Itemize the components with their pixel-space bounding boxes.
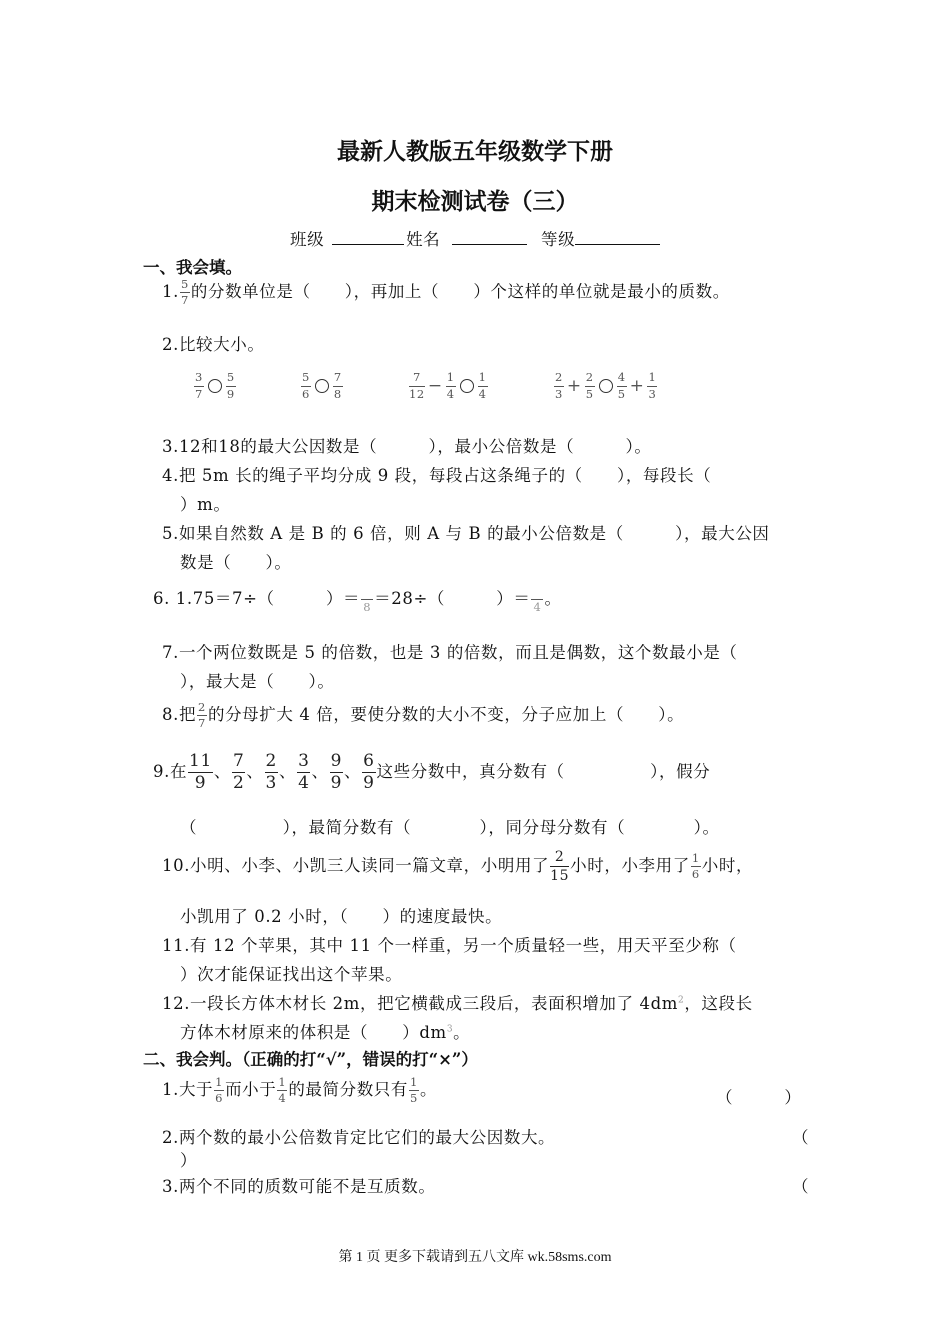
question-9-line2: （ ），最简分数有（ ），同分母分数有（ ）。 [180,818,720,837]
question-9-line1: 9.在 $\frac{11}{9}$ 、 $\frac{7}{2}$ 、 $\frac{2}{3}$ 、 $\frac{3}{4}$ 、 $\frac{9}{9}$ 、 $\frac{6}{9}$ 这些分数中，真分数有（ ），假分 [153,751,711,793]
question-6: 6. 1.75＝7÷（ ）＝ 8 ＝28÷（ ）＝ 4 。 [153,585,562,614]
question-4-line2: ）m。 [180,495,231,514]
fraction-blank[interactable]: 8 [361,586,373,614]
question-5-line1: 5.如果自然数 A 是 B 的 6 倍，则 A 与 B 的最小公倍数是（ ），最大公因 [162,524,770,543]
compare-2: $\frac{5}{6}$ $\frac{7}{8}$ [302,370,342,401]
compare-circle[interactable] [460,379,474,393]
judge-question-2: 2.两个数的最小公倍数肯定比它们的最大公因数大。 [162,1128,556,1147]
answer-paren-2-open[interactable]: （ [792,1128,810,1147]
name-label: 姓名 [406,230,441,249]
compare-circle[interactable] [208,379,222,393]
answer-paren-1[interactable]: （ ） [716,1088,802,1107]
question-12-line2: 方体木材原来的体积是（ ）$dm^3$。 [180,1023,471,1042]
name-blank[interactable] [452,244,527,245]
question-10-line1: 10.小明、小李、小凯三人读同一篇文章，小明用了 $\frac{2}{15}$ 小时，小李用了 $\frac{1}{6}$ 小时， [162,849,754,884]
page-footer: 第 1 页 更多下载请到五八文库 wk.58sms.com [338,1250,612,1265]
info-fields [290,226,660,250]
question-7-line2: ），最大是（ ）。 [180,672,335,691]
page-title: 最新人教版五年级数学下册 [337,138,613,165]
question-4-line1: 4.把 5m 长的绳子平均分成 9 段，每段占这条绳子的（ ），每段长（ [162,466,712,485]
compare-3: $\frac{7}{12}$ − $\frac{1}{4}$ $\frac{1}{4}$ [409,370,487,401]
compare-1: $\frac{3}{7}$ $\frac{5}{9}$ [195,370,235,401]
question-11-line2: ）次才能保证找出这个苹果。 [180,965,403,984]
compare-circle[interactable] [315,379,329,393]
fraction-blank[interactable]: 4 [531,586,543,614]
section2-heading: 二、我会判。（正确的打“√”，错误的打“×”） [143,1050,478,1069]
question-1: 1. $\frac{5}{7}$ 的分数单位是（ ），再加上（ ）个这样的单位就是最小的质数。 [162,276,730,307]
question-11-line1: 11.有 12 个苹果，其中 11 个一样重，另一个质量轻一些，用天平至少称（ [162,936,737,955]
grade-label: 等级 [540,230,576,249]
question-8: 8.把 $\frac{2}{7}$ 的分母扩大 4 倍，要使分数的大小不变，分子应加上（ ）。 [162,699,685,730]
question-3: 3.12和18的最大公因数是（ ），最小公倍数是（ ）。 [162,437,652,456]
compare-circle[interactable] [599,379,613,393]
question-10-line2: 小凯用了 0.2 小时，（ ）的速度最快。 [180,907,503,926]
judge-question-1: 1.大于 $\frac{1}{6}$ 而小于 $\frac{1}{4}$ 的最简分数只有 $\frac{1}{5}$ 。 [162,1074,438,1105]
page-subtitle: 期末检测试卷（三） [371,188,579,215]
answer-paren-3-open[interactable]: （ [792,1177,810,1196]
class-label: 班级 [290,230,325,249]
question-5-line2: 数是（ ）。 [180,553,292,572]
compare-4: $\frac{2}{3}$ + $\frac{2}{5}$ $\frac{4}{5}$ + $\frac{1}{3}$ [555,370,657,401]
question-12-line1: 12.一段长方体木材长 2m，把它横截成三段后，表面积增加了 $4dm^2$，这段长 [162,994,753,1013]
grade-blank[interactable] [575,244,660,245]
question-7-line1: 7.一个两位数既是 5 的倍数，也是 3 的倍数，而且是偶数，这个数最小是（ [162,643,738,662]
fraction: $\frac{5}{7}$ [180,276,189,307]
answer-paren-2-close: ） [180,1151,198,1170]
class-blank[interactable] [332,244,404,245]
section1-heading: 一、我会填。 [143,258,242,277]
judge-question-3: 3.两个不同的质数可能不是互质数。 [162,1177,436,1196]
question-2: 2.比较大小。 [162,335,265,354]
